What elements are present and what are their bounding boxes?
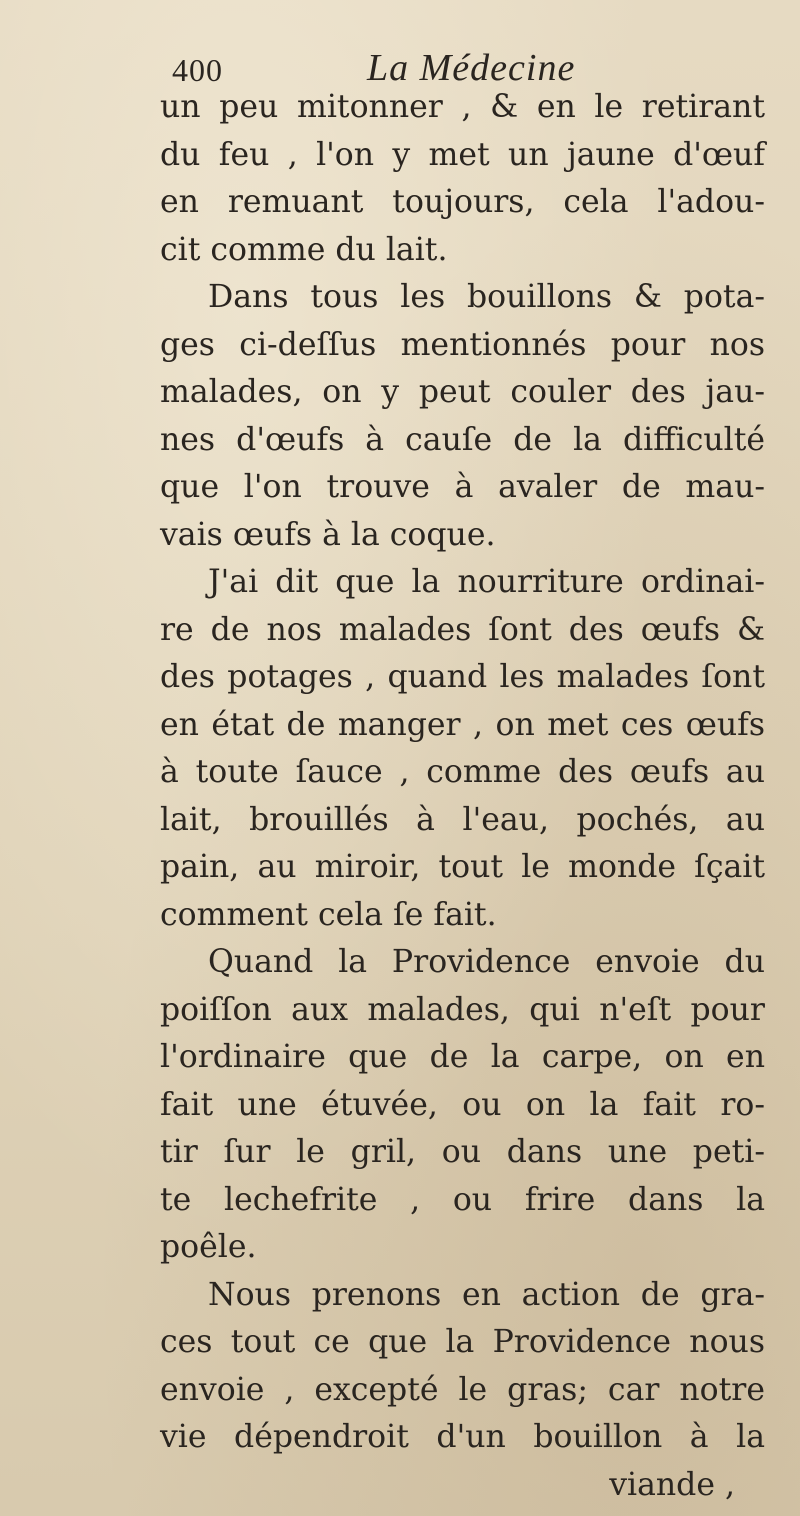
paragraph-start-line: J'ai dit que la nourriture ordinai- — [208, 564, 765, 600]
page-number: 400 — [172, 52, 223, 88]
paragraph-end-line: poêle. — [160, 1229, 257, 1265]
text-line: ces tout ce que la Providence nous — [160, 1324, 765, 1360]
text-line: que l'on trouve à avaler de mau- — [160, 469, 765, 505]
text-line: lait, brouillés à l'eau, pochés, au — [160, 801, 765, 838]
text-line: tir ſur le gril, ou dans une peti- — [160, 1134, 765, 1170]
text-line: l'ordinaire que de la carpe, on en — [160, 1039, 765, 1075]
text-line: un peu mitonner , & en le retirant — [160, 89, 765, 125]
text-line: en remuant toujours, cela l'adou- — [160, 184, 765, 220]
text-line: re de nos malades ſont des œufs & — [160, 611, 765, 648]
text-line: ges ci-deſſus mentionnés pour nos — [160, 326, 765, 363]
text-line: envoie , excepté le gras; car notre — [160, 1371, 765, 1408]
paragraph-start-line: Quand la Providence envoie du — [208, 944, 765, 980]
paragraph-start-line: Nous prenons en action de gra- — [208, 1276, 765, 1313]
text-line: en état de manger , on met ces œufs — [160, 706, 765, 743]
catchword: viande , — [609, 1466, 735, 1503]
body-text — [160, 84, 765, 1509]
text-line: des potages , quand les malades ſont — [160, 659, 765, 695]
paragraph-end-line: cit comme du lait. — [160, 231, 448, 268]
paragraph-end-line: comment cela ſe fait. — [160, 896, 497, 933]
text-line: vie dépendroit d'un bouillon à la — [160, 1419, 765, 1455]
text-line: poiſſon aux malades, qui n'eſt pour — [160, 991, 765, 1028]
text-line: fait une étuvée, ou on la fait ro- — [160, 1086, 765, 1123]
running-head: La Médecine — [367, 47, 576, 89]
text-line: te lechefrite , ou frire dans la — [160, 1181, 765, 1218]
text-line: à toute ſauce , comme des œufs au — [160, 754, 765, 790]
paragraph-start-line: Dans tous les bouillons & pota- — [208, 279, 765, 315]
paragraph-end-line: vais œufs à la coque. — [160, 516, 496, 553]
text-line: nes d'œufs à cauſe de la difficulté — [160, 421, 765, 458]
text-line: du feu , l'on y met un jaune d'œuf — [160, 136, 765, 173]
text-line: malades, on y peut couler des jau- — [160, 374, 765, 410]
text-line: pain, au miroir, tout le monde ſçait — [160, 849, 765, 885]
